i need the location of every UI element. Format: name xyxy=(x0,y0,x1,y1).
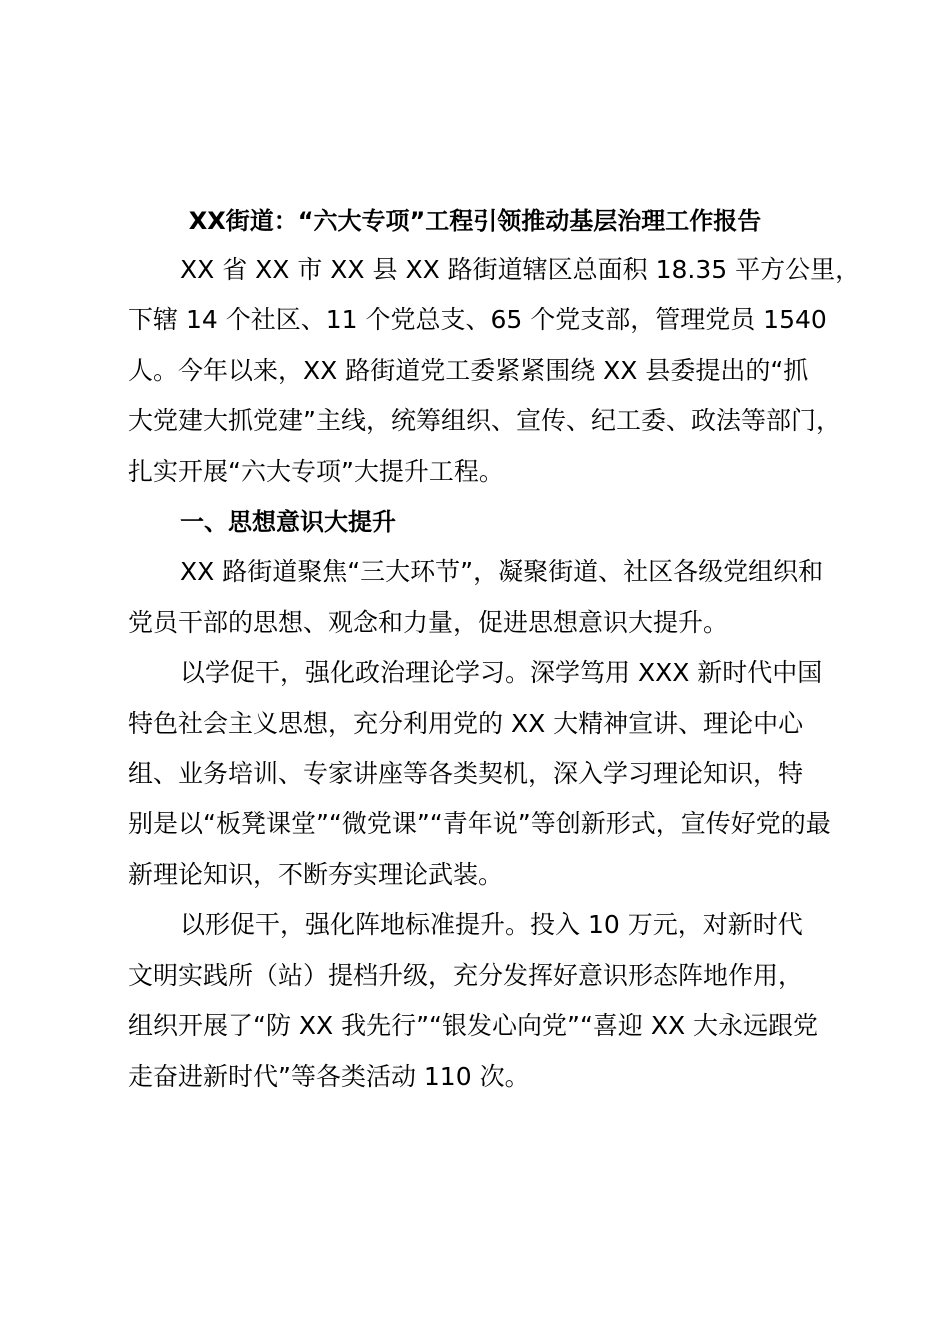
text-line: XX 省 XX 市 XX 县 XX 路街道辖区总面积 18.35 平方公里， xyxy=(180,255,861,284)
document-body xyxy=(128,245,868,1102)
text-line: 组、业务培训、专家讲座等各类契机，深入学习理论知识，特 xyxy=(128,759,804,789)
text-line: XX 路街道聚焦“三大环节”，凝聚街道、社区各级党组织和 xyxy=(180,557,824,587)
paragraph-position-upgrade xyxy=(128,900,868,1102)
text-line: 组织开展了“防 XX 我先行”“银发心向党”“喜迎 XX 大永远跟党 xyxy=(128,1011,819,1041)
text-line: 以学促干，强化政治理论学习。深学笃用 XXX 新时代中国 xyxy=(180,658,823,688)
text-line: 下辖 14 个社区、11 个党总支、65 个党支部，管理党员 1540 xyxy=(128,305,827,335)
paragraph-intro xyxy=(128,245,868,497)
text-line: 别是以“板凳课堂”“微党课”“青年说”等创新形式，宣传好党的最 xyxy=(128,809,831,839)
text-line: 特色社会主义思想，充分利用党的 XX 大精神宣讲、理论中心 xyxy=(128,708,804,738)
paragraph-section-intro xyxy=(128,547,868,648)
text-line: 新理论知识，不断夯实理论武装。 xyxy=(128,859,504,889)
text-line: 党员干部的思想、观念和力量，促进思想意识大提升。 xyxy=(128,607,729,637)
text-line: 以形促干，强化阵地标准提升。投入 10 万元，对新时代 xyxy=(180,910,803,940)
text-line: 文明实践所（站）提档升级，充分发挥好意识形态阵地作用， xyxy=(128,960,804,990)
document-title: XX街道：“六大专项”工程引领推动基层治理工作报告 xyxy=(188,207,762,235)
text-line: 人。今年以来，XX 路街道党工委紧紧围绕 XX 县委提出的“抓 xyxy=(128,355,809,385)
text-line: 走奋进新时代”等各类活动 110 次。 xyxy=(128,1061,530,1091)
section-heading: 一、思想意识大提升 xyxy=(180,508,396,537)
paragraph-theory-study xyxy=(128,648,868,900)
text-line: 扎实开展“六大专项”大提升工程。 xyxy=(128,456,504,486)
text-line: 大党建大抓党建”主线，统筹组织、宣传、纪工委、政法等部门， xyxy=(128,406,841,436)
